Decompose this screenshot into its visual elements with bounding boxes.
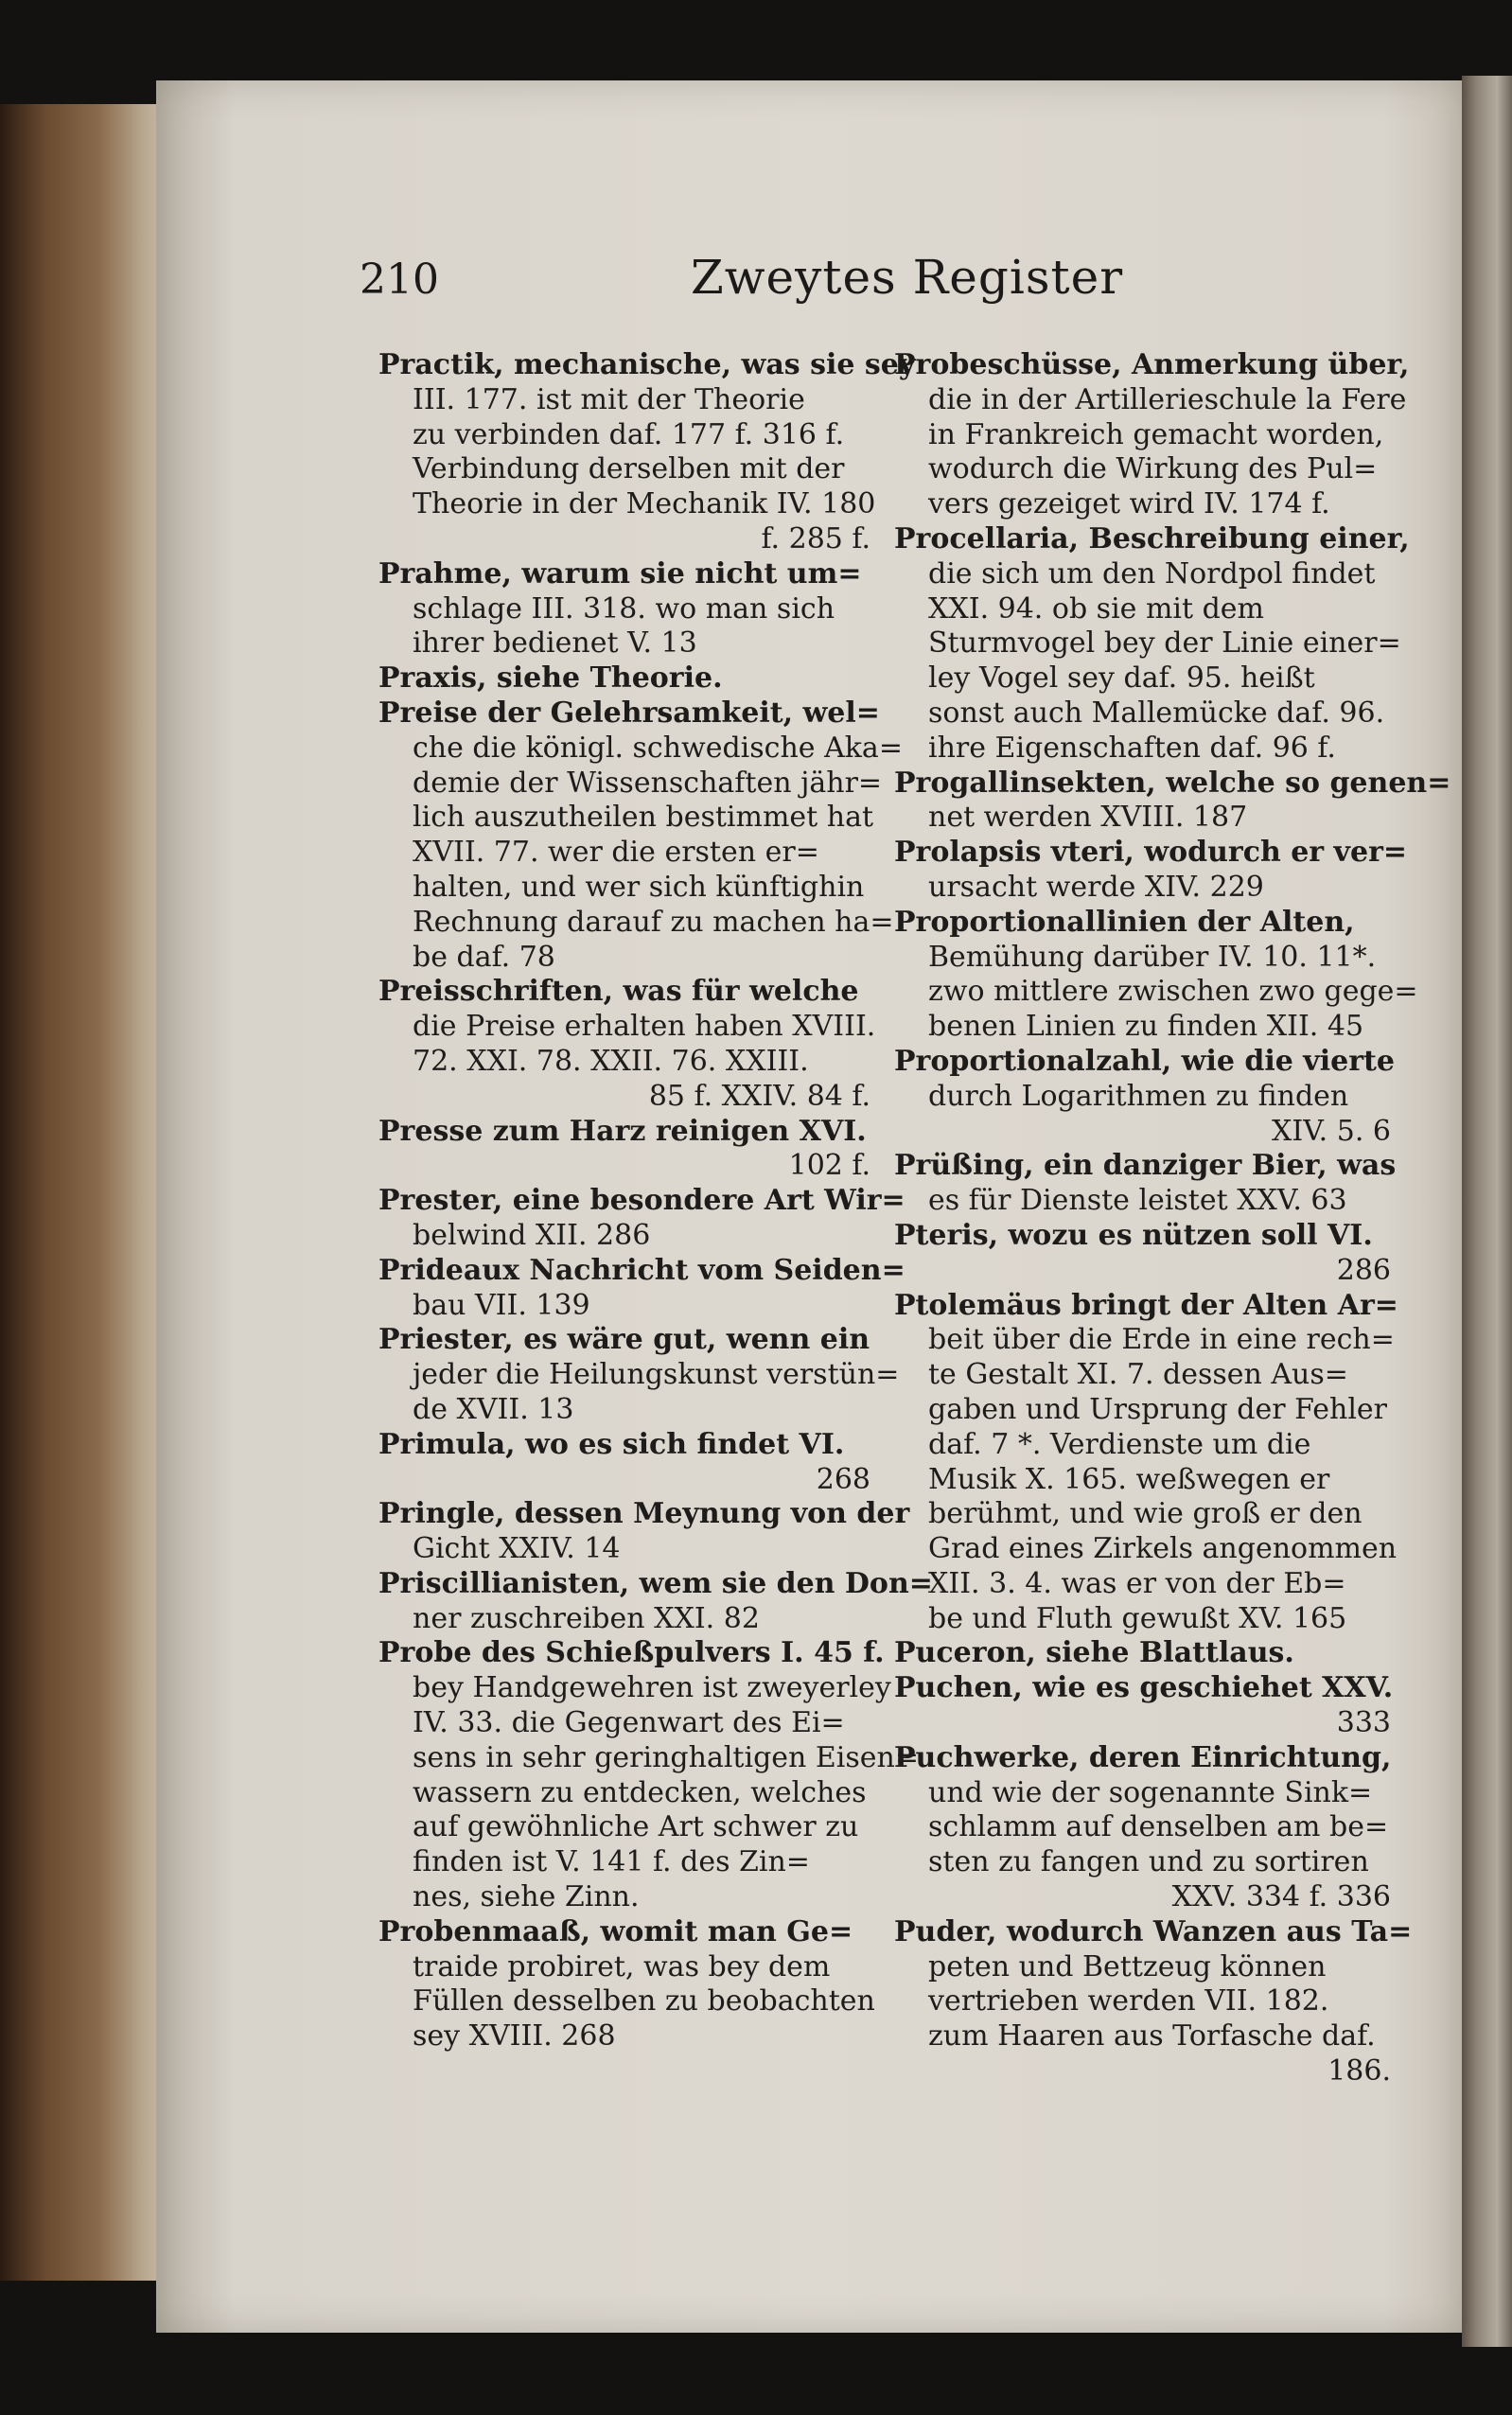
index-entry-heading: Presse zum Harz reinigen XVI. — [378, 1114, 867, 1148]
index-entry-line: zu verbinden daf. 177 f. 316 f. — [413, 417, 845, 451]
index-entry-line: te Gestalt XI. 7. dessen Aus= — [928, 1358, 1348, 1392]
index-entry-line: ner zuschreiben XXI. 82 — [413, 1601, 760, 1635]
index-entry-heading: Priscillianisten, wem sie den Don= — [378, 1566, 933, 1600]
index-entry-line: zum Haaren aus Torfasche daf. — [928, 2019, 1376, 2054]
index-entry-heading: Primula, wo es sich findet VI. — [378, 1427, 845, 1461]
index-entry-line: demie der Wissenschaften jähr= — [413, 766, 883, 800]
index-column-right — [894, 348, 1451, 2089]
index-entry-line: zwo mittlere zwischen zwo gege= — [928, 975, 1418, 1009]
index-entry-line: nes, siehe Zinn. — [413, 1880, 640, 1914]
index-entry-line: die in der Artillerieschule la Fere — [928, 382, 1407, 416]
index-entry-heading: Puceron, siehe Blattlaus. — [894, 1636, 1294, 1670]
index-entry-line: 333 — [1336, 1706, 1391, 1740]
index-entry-line: ihre Eigenschaften daf. 96 f. — [928, 731, 1336, 765]
index-entry-heading: Puchen, wie es geschiehet XXV. — [894, 1671, 1394, 1705]
index-entry-line: sonst auch Mallemücke daf. 96. — [928, 696, 1385, 730]
index-entry-heading: Prolapsis vteri, wodurch er ver= — [894, 836, 1408, 870]
index-entry-line: sens in sehr geringhaltigen Eisen= — [413, 1740, 919, 1774]
index-entry-line: es für Dienste leistet XXV. 63 — [928, 1184, 1347, 1218]
index-entry-line: Sturmvogel bey der Linie einer= — [928, 626, 1401, 661]
index-entry-heading: Puder, wodurch Wanzen aus Ta= — [894, 1914, 1413, 1948]
index-entry-line: benen Linien zu finden XII. 45 — [928, 1010, 1364, 1044]
index-entry-line: wodurch die Wirkung des Pul= — [928, 452, 1378, 486]
index-entry-line: bau VII. 139 — [413, 1288, 590, 1322]
index-entry-heading: Priester, es wäre gut, wenn ein — [378, 1323, 870, 1357]
index-column-left — [378, 348, 933, 2054]
index-entry-line: lich auszutheilen bestimmet hat — [413, 801, 874, 835]
index-entry-heading: Praxis, siehe Theorie. — [378, 661, 723, 696]
index-entry-line: 72. XXI. 78. XXII. 76. XXIII. — [413, 1044, 809, 1078]
index-entry-line: 85 f. XXIV. 84 f. — [648, 1079, 870, 1113]
index-entry-line: schlage III. 318. wo man sich — [413, 591, 835, 626]
index-entry-line: net werden XVIII. 187 — [928, 801, 1248, 835]
index-entry-line: che die königl. schwedische Aka= — [413, 731, 903, 765]
index-entry-heading: Probenmaaß, womit man Ge= — [378, 1914, 853, 1948]
index-entry-line: berühmt, und wie groß er den — [928, 1497, 1363, 1531]
index-entry-line: auf gewöhnliche Art schwer zu — [413, 1810, 859, 1844]
index-entry-line: XII. 3. 4. was er von der Eb= — [928, 1566, 1346, 1600]
index-entry-heading: Probe des Schießpulvers I. 45 f. — [378, 1636, 885, 1670]
index-entry-line: Verbindung derselben mit der — [413, 452, 845, 486]
index-entry-line: sey XVIII. 268 — [413, 2019, 616, 2054]
index-entry-heading: Ptolemäus bringt der Alten Ar= — [894, 1288, 1398, 1322]
page-number: 210 — [360, 256, 439, 304]
index-entry-line: 186. — [1327, 2054, 1391, 2089]
index-entry-line: XXV. 334 f. 336 — [1171, 1880, 1391, 1914]
index-entry-line: Musik X. 165. weßwegen er — [928, 1462, 1330, 1496]
index-entry-line: halten, und wer sich künftighin — [413, 870, 865, 904]
index-entry-heading: Prahme, warum sie nicht um= — [378, 556, 862, 591]
index-entry-line: 102 f. — [788, 1149, 870, 1183]
index-entry-line: gaben und Ursprung der Fehler — [928, 1392, 1388, 1426]
index-entry-line: belwind XII. 286 — [413, 1218, 651, 1252]
index-entry-line: vers gezeiget wird IV. 174 f. — [928, 487, 1330, 521]
index-entry-line: bey Handgewehren ist zweyerley — [413, 1671, 891, 1705]
index-entry-line: jeder die Heilungskunst verstün= — [413, 1358, 900, 1392]
index-entry-line: in Frankreich gemacht worden, — [928, 417, 1384, 451]
index-entry-line: Füllen desselben zu beobachten — [413, 1984, 875, 2018]
index-entry-line: f. 285 f. — [761, 521, 870, 555]
index-entry-line: XIV. 5. 6 — [1272, 1114, 1391, 1148]
index-entry-line: Rechnung darauf zu machen ha= — [413, 905, 894, 939]
index-entry-heading: Proportionallinien der Alten, — [894, 905, 1355, 939]
index-entry-line: durch Logarithmen zu finden — [928, 1079, 1349, 1113]
index-entry-line: be und Fluth gewußt XV. 165 — [928, 1601, 1347, 1635]
index-entry-line: ihrer bedienet V. 13 — [413, 626, 697, 661]
index-entry-line: Theorie in der Mechanik IV. 180 — [413, 487, 876, 521]
index-entry-line: beit über die Erde in eine rech= — [928, 1323, 1395, 1357]
index-entry-heading: Procellaria, Beschreibung einer, — [894, 521, 1410, 555]
page-header — [360, 250, 1381, 322]
index-entry-heading: Proportionalzahl, wie die vierte — [894, 1044, 1395, 1078]
index-entry-heading: Pteris, wozu es nützen soll VI. — [894, 1218, 1373, 1252]
index-entry-heading: Prester, eine besondere Art Wir= — [378, 1184, 905, 1218]
index-entry-line: sten zu fangen und zu sortiren — [928, 1845, 1369, 1879]
index-entry-line: wassern zu entdecken, welches — [413, 1775, 867, 1809]
index-entry-line: de XVII. 13 — [413, 1392, 574, 1426]
index-entry-line: finden ist V. 141 f. des Zin= — [413, 1845, 810, 1879]
index-entry-heading: Preisschriften, was für welche — [378, 975, 859, 1009]
index-entry-line: die sich um den Nordpol findet — [928, 556, 1376, 591]
index-entry-line: vertrieben werden VII. 182. — [928, 1984, 1329, 2018]
index-entry-line: 268 — [816, 1462, 870, 1496]
index-entry-line: Gicht XXIV. 14 — [413, 1532, 621, 1566]
index-entry-line: traide probiret, was bey dem — [413, 1949, 831, 1983]
index-entry-line: peten und Bettzeug können — [928, 1949, 1327, 1983]
book-page-edges-left — [0, 104, 180, 2281]
index-entry-line: daf. 7 *. Verdienste um die — [928, 1427, 1311, 1461]
index-entry-line: ley Vogel sey daf. 95. heißt — [928, 661, 1315, 696]
index-entry-line: 286 — [1336, 1253, 1391, 1287]
index-entry-heading: Progallinsekten, welche so genen= — [894, 766, 1451, 800]
index-entry-line: IV. 33. die Gegenwart des Ei= — [413, 1706, 845, 1740]
index-entry-line: III. 177. ist mit der Theorie — [413, 382, 805, 416]
index-entry-heading: Practik, mechanische, was sie sey — [378, 348, 916, 381]
index-entry-line: ursacht werde XIV. 229 — [928, 870, 1264, 904]
index-entry-line: XVII. 77. wer die ersten er= — [413, 836, 819, 870]
index-entry-heading: Probeschüsse, Anmerkung über, — [894, 348, 1410, 381]
index-entry-line: be daf. 78 — [413, 940, 555, 974]
running-title: Zweytes Register — [691, 250, 1124, 305]
index-entry-heading: Preise der Gelehrsamkeit, wel= — [378, 696, 880, 730]
index-entry-line: Bemühung darüber IV. 10. 11*. — [928, 940, 1377, 974]
index-entry-line: die Preise erhalten haben XVIII. — [413, 1010, 876, 1044]
index-entry-heading: Puchwerke, deren Einrichtung, — [894, 1740, 1392, 1774]
index-entry-heading: Prüßing, ein danziger Bier, was — [894, 1149, 1397, 1183]
index-entry-line: und wie der sogenannte Sink= — [928, 1775, 1373, 1809]
index-entry-line: schlamm auf denselben am be= — [928, 1810, 1389, 1844]
index-entry-heading: Pringle, dessen Meynung von der — [378, 1497, 910, 1531]
book-page-edges-right — [1462, 76, 1512, 2347]
index-entry-line: Grad eines Zirkels angenommen — [928, 1532, 1398, 1566]
index-entry-heading: Prideaux Nachricht vom Seiden= — [378, 1253, 905, 1287]
index-entry-line: XXI. 94. ob sie mit dem — [928, 591, 1265, 626]
